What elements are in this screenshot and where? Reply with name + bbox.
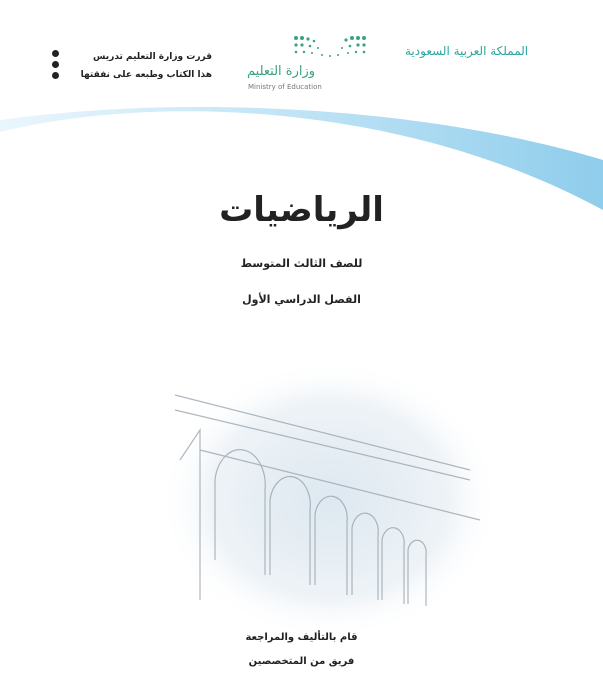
credit-line-1: قام بالتأليف والمراجعة: [245, 632, 358, 643]
credit-line-2: فريق من المتخصصين: [248, 656, 355, 667]
decree-line-1: قررت وزارة التعليم تدريس: [93, 52, 212, 62]
ministry-name-english: Ministry of Education: [248, 83, 322, 91]
bridge-image-background: [160, 360, 500, 640]
bullet-dot: [52, 50, 59, 57]
kingdom-name: المملكة العربية السعودية: [405, 44, 529, 58]
book-title: الرياضيات: [219, 190, 384, 230]
ministry-name-arabic: وزارة التعليم: [247, 64, 316, 79]
decree-text: [62, 48, 212, 84]
grade-label: للصف الثالث المتوسط: [240, 257, 363, 270]
bullet-dot: [52, 72, 59, 79]
decree-line-2: هذا الكتاب وطبعه على نفقتها: [80, 70, 212, 80]
semester-label: الفصل الدراسي الأول: [242, 293, 361, 306]
bullet-dot: [52, 61, 59, 68]
dot-logo: [294, 36, 366, 57]
